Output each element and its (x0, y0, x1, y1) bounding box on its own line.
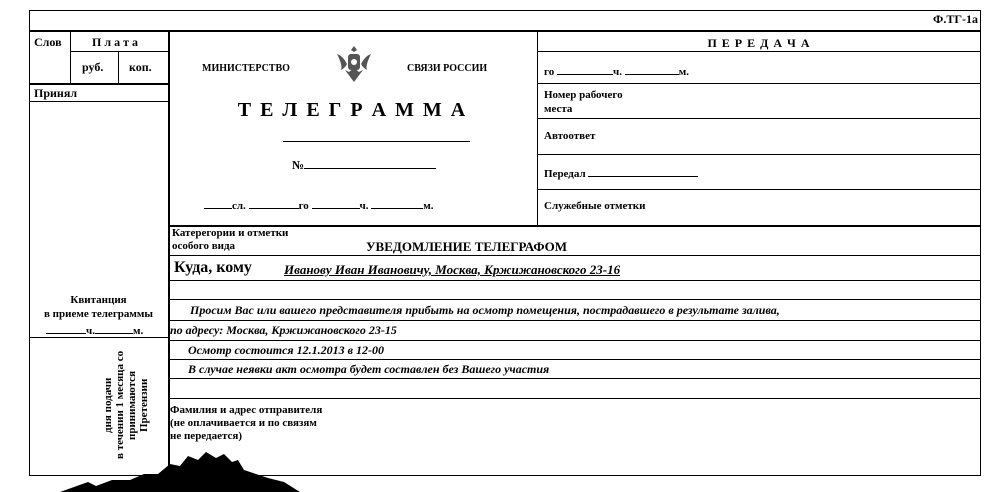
accepted-label: Принял (34, 86, 78, 100)
gear-stamp-icon (60, 452, 300, 492)
receipt-subtitle: в приеме телеграммы (43, 308, 154, 320)
autoanswer-label: Автоответ (544, 130, 596, 142)
service-marks-label: Служебные отметки (544, 200, 646, 212)
sender-label-1: Фамилия и адрес отправителя (170, 404, 323, 416)
message-line-2: по адресу: Москва, Кржижановского 23-15 (170, 323, 397, 337)
workplace-label-2: места (544, 103, 573, 115)
sender-label-2: (не оплачивается и по связям (170, 417, 317, 429)
coat-of-arms-icon (335, 44, 373, 86)
telegram-number: № (292, 157, 436, 173)
claims-note: дня подачи в течении 1 месяца со принимаются Претензии (102, 350, 150, 460)
message-line-3: Осмотр состоится 12.1.2013 в 12-00 (188, 343, 384, 357)
payment-label: П л а т а (92, 35, 138, 49)
form-code: Ф.ТГ-1а (933, 12, 978, 26)
sent-by-label: Передал (544, 165, 698, 180)
rub-label: руб. (82, 60, 104, 74)
recipient-label: Куда, кому (174, 259, 252, 276)
words-label: Слов (34, 35, 62, 49)
kop-label: коп. (129, 60, 152, 74)
transmission-title: П Е Р Е Д А Ч А (707, 36, 811, 50)
telegram-title: Т Е Л Е Г Р А М М А (237, 99, 468, 121)
message-line-4: В случае неявки акт осмотра будет составлен без Вашего участия (188, 362, 550, 376)
recipient-value: Иванову Иван Ивановичу, Москва, Кржижановского 23-16 (284, 262, 621, 277)
categories-label-1: Катерегории и отметки (172, 227, 289, 239)
category-value: УВЕДОМЛЕНИЕ ТЕЛЕГРАФОМ (366, 239, 568, 254)
categories-label-2: особого вида (172, 240, 236, 252)
ministry-left: МИНИСТЕРСТВО (202, 63, 290, 74)
workplace-label-1: Номер рабочего (544, 89, 623, 101)
receipt-title: Квитанция (70, 294, 127, 306)
message-line-1: Просим Вас или вашего представителя прибыть на осмотр помещения, пострадавшего в результате залива, (190, 303, 780, 317)
ministry-right: СВЯЗИ РОССИИ (407, 63, 488, 74)
transmission-time: го ч. м. (544, 63, 689, 78)
telegram-dispatch: сл. го ч. м. (204, 197, 434, 212)
sender-label-3: не передается) (170, 430, 243, 442)
receipt-time: ч. м. (46, 322, 143, 337)
